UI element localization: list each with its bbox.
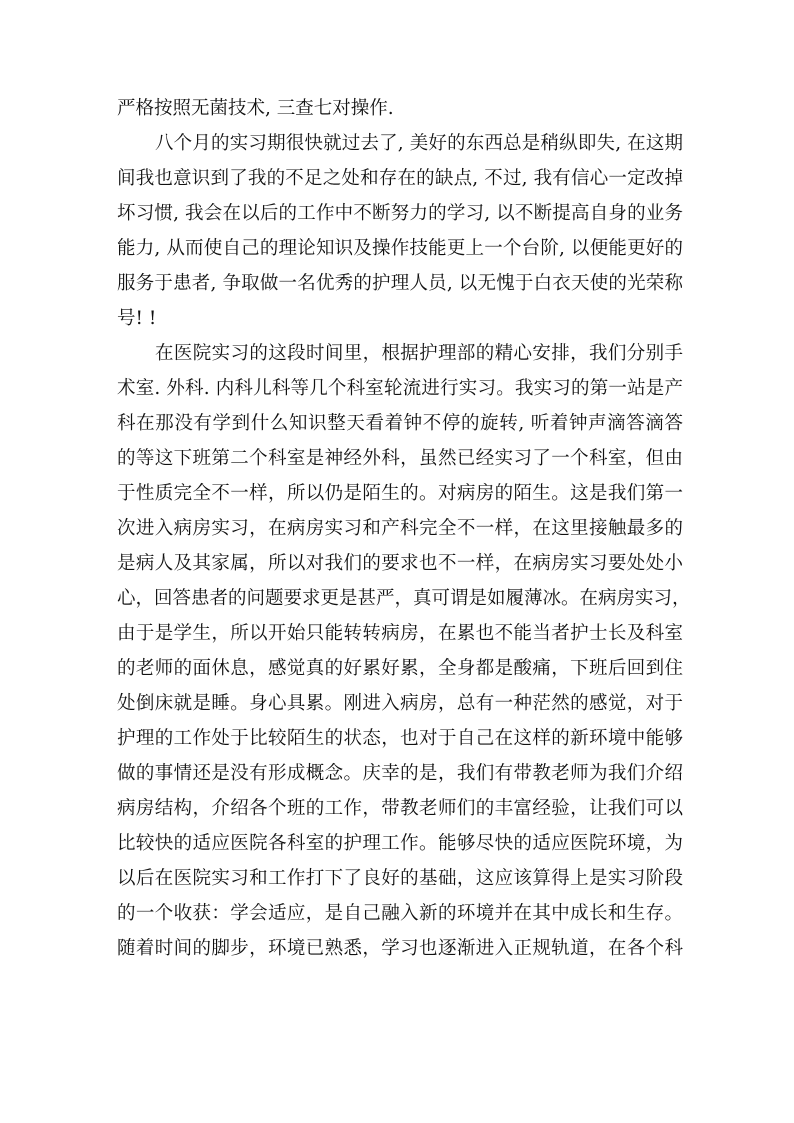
text-line: 间我也意识到了我的不足之处和存在的缺点, 不过, 我有信心一定改掉: [117, 168, 683, 189]
text-line: 服务于患者, 争取做一名优秀的护理人员, 以无愧于白衣天使的光荣称: [117, 273, 683, 294]
text-line: 比较快的适应医院各科室的护理工作。能够尽快的适应医院环境，为: [117, 833, 683, 854]
text-line: 随着时间的脚步，环境已熟悉，学习也逐渐进入正规轨道，在各个科: [117, 938, 683, 959]
text-line: 处倒床就是睡。身心具累。刚进入病房，总有一种茫然的感觉，对于: [117, 693, 683, 714]
text-line: 术室. 外科. 内科儿科等几个科室轮流进行实习。我实习的第一站是产: [117, 378, 683, 399]
text-line: 是病人及其家属，所以对我们的要求也不一样，在病房实习要处处小: [117, 553, 683, 574]
text-line: 于性质完全不一样，所以仍是陌生的。对病房的陌生。这是我们第一: [117, 483, 683, 504]
text-line: 由于是学生，所以开始只能转转病房，在累也不能当者护士长及科室: [117, 623, 683, 644]
text-line: 严格按照无菌技术, 三查七对操作.: [117, 98, 394, 119]
text-line: 在医院实习的这段时间里，根据护理部的精心安排，我们分别手: [155, 343, 683, 364]
paragraph-3: [117, 336, 691, 966]
text-line: 的等这下班第二个科室是神经外科，虽然已经实习了一个科室，但由: [117, 448, 683, 469]
text-line: 坏习惯, 我会在以后的工作中不断努力的学习, 以不断提高自身的业务: [117, 203, 683, 224]
text-line: 做的事情还是没有形成概念。庆幸的是，我们有带教老师为我们介绍: [117, 763, 683, 784]
text-line: 的一个收获：学会适应，是自己融入新的环境并在其中成长和生存。: [117, 903, 683, 924]
text-line: 八个月的实习期很快就过去了, 美好的东西总是稍纵即失, 在这期: [155, 133, 683, 154]
text-line: 护理的工作处于比较陌生的状态，也对于自己在这样的新环境中能够: [117, 728, 683, 749]
paragraph-1: [117, 91, 683, 126]
text-line: 能力, 从而使自己的理论知识及操作技能更上一个台阶, 以便能更好的: [117, 238, 683, 259]
text-line: 科在那没有学到什么知识整天看着钟不停的旋转, 听着钟声滴答滴答: [117, 413, 683, 434]
text-line: 的老师的面休息，感觉真的好累好累，全身都是酸痛，下班后回到住: [117, 658, 683, 679]
text-line: 心，回答患者的问题要求更是甚严，真可谓是如履薄冰。在病房实习，: [117, 588, 691, 609]
document-body: [117, 91, 691, 966]
text-line: 次进入病房实习，在病房实习和产科完全不一样，在这里接触最多的: [117, 518, 683, 539]
text-line: 号! !: [117, 308, 157, 329]
text-line: 以后在医院实习和工作打下了良好的基础，这应该算得上是实习阶段: [117, 868, 683, 889]
paragraph-2: [117, 126, 683, 336]
text-line: 病房结构，介绍各个班的工作，带教老师们的丰富经验，让我们可以: [117, 798, 683, 819]
